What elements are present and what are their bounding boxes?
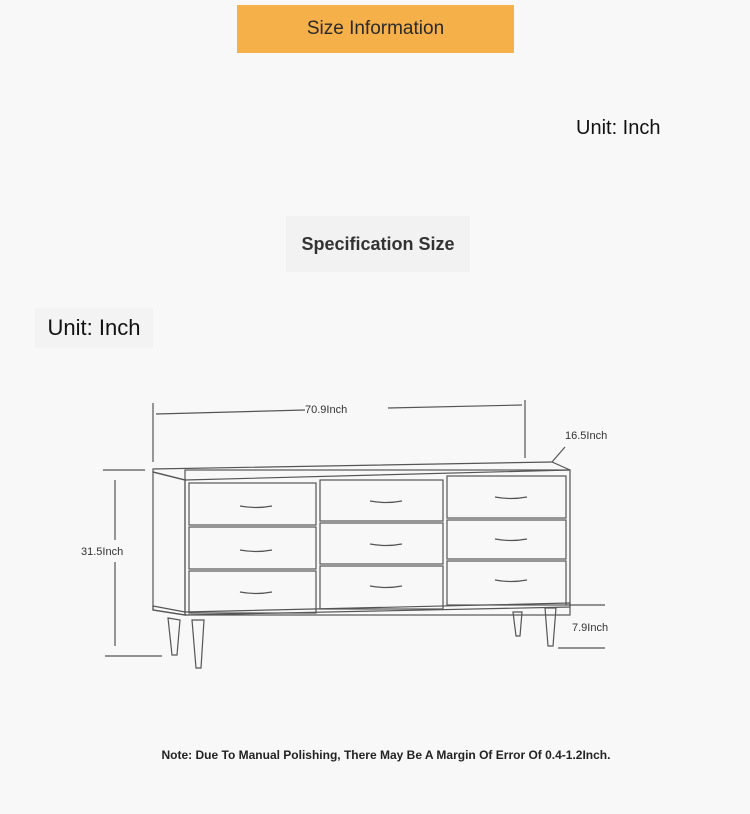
unit-label-top: Unit: Inch [576, 117, 661, 139]
handle-2-2 [370, 544, 402, 546]
depth-dim-line [552, 447, 565, 462]
dresser-side-panel [153, 472, 185, 615]
leg-front-left [192, 620, 204, 668]
width-dim-line-left [156, 410, 305, 414]
specification-size-title [286, 216, 470, 272]
leg-back-left [168, 618, 180, 655]
drawer-3-1 [447, 476, 566, 518]
leg-front-right [545, 608, 556, 646]
height-dimension-label: 31.5Inch [81, 546, 124, 558]
handle-3-3 [495, 580, 527, 582]
handle-1-2 [240, 550, 272, 552]
leg-height-dimension-label: 7.9Inch [572, 622, 609, 634]
depth-dimension-label: 16.5Inch [565, 430, 608, 442]
unit-left-text: Unit: Inch [47, 315, 141, 340]
dresser-front [185, 470, 570, 615]
drawer-3-3 [447, 561, 566, 605]
drawer-1-1 [189, 483, 316, 525]
dresser-top [153, 462, 570, 480]
width-dimension-label: 70.9Inch [305, 404, 348, 416]
size-information-banner [237, 5, 514, 53]
banner-title: Size Information [306, 18, 445, 39]
handle-2-1 [370, 501, 402, 503]
handle-1-1 [240, 506, 272, 508]
dresser-diagram [0, 380, 750, 680]
drawer-2-2 [320, 523, 443, 564]
handle-3-1 [495, 497, 527, 499]
handle-2-3 [370, 586, 402, 588]
handle-3-2 [495, 539, 527, 541]
drawer-3-2 [447, 520, 566, 559]
handle-1-3 [240, 592, 272, 594]
drawer-1-2 [189, 527, 316, 569]
width-dim-line-right [388, 405, 522, 408]
drawer-2-1 [320, 480, 443, 521]
error-margin-note: Note: Due To Manual Polishing, There May Be A Margin Of Error Of 0.4-1.2Inch. [161, 748, 611, 762]
unit-label-left [35, 308, 153, 348]
drawer-1-3 [189, 571, 316, 613]
spec-title-text: Specification Size [301, 233, 455, 254]
